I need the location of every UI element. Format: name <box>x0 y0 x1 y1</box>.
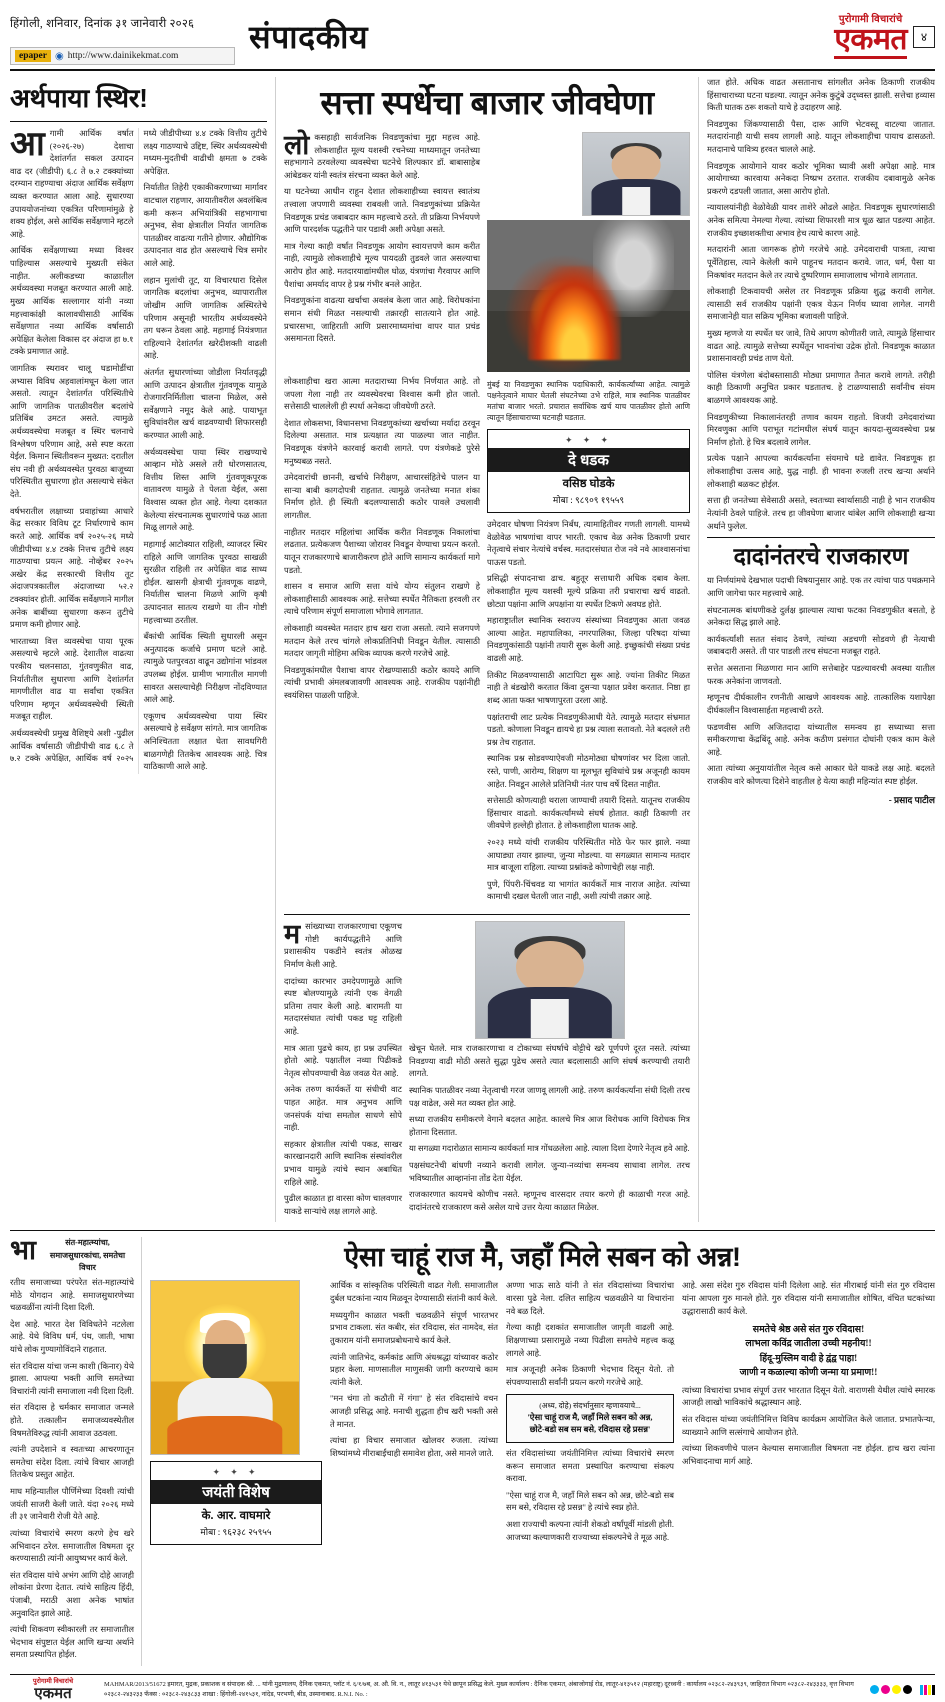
lead-editorial <box>10 77 276 1222</box>
main-article-left <box>284 77 699 1222</box>
main-col1-body-cont <box>284 376 480 703</box>
paragraph: कसहाही सार्वजनिक निवडणुकांचा मुद्दा महत्त्व आहे. लोकशाहीत मूल्य यशस्वी रचनेच्या माध्यमातून जनतेच्या सहभागाने ठरवलेल्या व्यवस्थेचा घटनेचे शिल्पकार डॉ. बाबासाहेब आंबेडकर यांनी स्वतंत्र संरचना व्यक्त केले आहे. <box>284 133 480 180</box>
paragraph: गेल्या काही दशकांत समाजातील जागृती वाढली आहे. शिक्षणाच्या प्रसारामुळे नव्या पिढीला समतेचे महत्त्व कळू लागले आहे. <box>506 1323 674 1358</box>
registration-bars <box>920 1685 935 1695</box>
paragraph: त्यांच्या विचारांचे स्मरण करणे हेच खरे अभिवादन ठरेल. समाजातील विषमता दूर करण्यासाठी त्यांनी आयुष्यभर कार्य केले. <box>10 1528 134 1564</box>
fire-scene-photo <box>487 220 690 372</box>
main-headline: सत्ता स्पर्धेचा बाजार जीवघेणा <box>320 84 654 121</box>
bottom-columns <box>150 1280 935 1551</box>
paragraph: या घटनेच्या आधीन राहून देशात लोकशाहीच्या स्वायत्त स्वातंत्र्य तत्त्वाला जपणारी व्यवस्था राबवली जाते. निवडणुकांच्या प्रक्रियेत निवडणूक प्रचंड जबाबदार काम महत्त्वाचे ठरते. ती प्रक्रिया निर्भयपणे आणि पारदर्शक पद्धतीने पार पडावी अशी अपेक्षा असते. <box>284 187 480 235</box>
bottom-col2 <box>150 1280 322 1551</box>
paragraph: फडणवीस आणि अजितदादा यांच्यातील समन्वय हा सध्याच्या सत्ता समीकरणाचा केंद्रबिंदू आहे. अनेक कठीण प्रसंगात दोघांनी एकत्र काम केले आहे. <box>707 722 935 757</box>
bottom-dropcap: भा <box>10 1235 36 1266</box>
portrait-shirt <box>530 999 568 1038</box>
main-col1-cont <box>284 376 480 908</box>
main-col1 <box>284 132 480 350</box>
main-col2 <box>487 376 690 908</box>
main-mid-row <box>284 376 690 908</box>
paragraph: अण्णा भाऊ साठे यांनी ते संत रविदासांच्या विचारांचा वारसा पुढे नेला. दलित साहित्य चळवळीने या विचारांना नवे बळ दिले. <box>506 1281 674 1316</box>
paragraph: वर्षभरातील लक्षाच्या प्रवाहांच्या आधारे केंद्र सरकार विविध टूट निर्धारणाचे काम करते आहे. आर्थिक वर्ष २०२५-२६ मध्ये जीडीपीच्या ४.४ टक्के नित्तच तुटीचे लक्ष्य गाठण्याचा प्रयत्न आहे. नोव्हेंबर २०२५ अखेर केंद्र सरकारची वित्तीय तूट अंदाजपत्रकातील अंदाजाच्या ५२.२ टक्क्यांवर होती. आर्थिक सर्वेक्षणाने मागील अनेक बाबींच्या सुधारणा करून तुटीचे प्रमाण कमी होणार आहे. <box>10 506 134 630</box>
paragraph: लोकशाही टिकवायची असेल तर निवडणूक प्रक्रिया शुद्ध करावी लागेल. त्यासाठी सर्व राजकीय पक्षांनी एकत्र येऊन निर्णय घ्यावा लागेल. नागरी समाजानेही यात सक्रिय भूमिका बजावली पाहिजे. <box>707 287 935 322</box>
bottom-col3-body <box>506 1280 674 1389</box>
masthead <box>10 8 935 71</box>
second-col2 <box>409 921 690 1222</box>
verse-line-3: हिंदू-मुस्लिम वादी हे द्वंद्व पाहा! <box>759 1353 858 1364</box>
author-mobile: मोबा : ९८९०९ १९५५९ <box>552 495 625 505</box>
paragraph: सत्ता ही जनतेच्या सेवेसाठी असते, स्वतःच्या स्वार्थासाठी नाही हे भान राजकीय नेत्यांनी ठेवले पाहिजे. तरच हा जीवघेणा बाजार थांबेल आणि लोकशाही खऱ्या अर्थाने फुलेल. <box>707 496 935 531</box>
paragraph: "मन चंगा तो कठौती में गंगा" हे संत रविदासांचे वचन आजही प्रसिद्ध आहे. मनाची शुद्धता हीच खरी भक्ती असे ते मानत. <box>330 1394 498 1429</box>
paragraph: संघटनात्मक बांधणीकडे दुर्लक्ष झाल्यास त्याचा फटका निवडणुकीत बसतो, हे अनेकदा सिद्ध झाले आहे. <box>707 605 935 628</box>
paragraph: त्यांनी उपदेशाने व स्वतःच्या आचरणातून समतेचा संदेश दिला. त्यांचे विचार आजही तितकेच प्रस्तुत आहेत. <box>10 1445 134 1480</box>
paragraph: अंतर्गत सुधारणांच्या जोडीला निर्यातवृद्धी आणि उत्पादन क्षेत्रातील गुंतवणूक यामुळे रोजगारनिर्मितीला चालना मिळेल, असे सर्वेक्षणाने नमूद केले आहे. पायाभूत सुविधांवरील खर्च वाढवण्याची शिफारसही करण्यात आली आहे. <box>143 367 267 441</box>
author-name: के. आर. वाघमारे <box>201 1510 271 1523</box>
quote-intro: (अध्य, दोहे) संदर्भानुसार म्हणावयाचे... <box>539 1401 641 1411</box>
bottom-headline: ऐसा चाहूं राज मै, जहाँ मिले सबन को अन्न! <box>344 1242 741 1273</box>
paragraph: लोकशाही व्यवस्थेत मतदार हाच खरा राजा असतो. त्याने सजगपणे मतदान केले तरच चांगले लोकप्रतिनिधी निवडून येतील. त्यासाठी मतदार जागृती मोहिमा अधिक व्यापक करणे गरजेचे आहे. <box>284 623 480 659</box>
paragraph: त्यांच्या शिकवणीचे पालन केल्यास समाजातील विषमता नष्ट होईल. हाच खरा त्यांना अभिवादनाचा मार्ग आहे. <box>682 1444 935 1466</box>
paragraph: आता त्यांच्या अनुयायांतील नेतृत्व कसे आकार घेते याकडे लक्ष आहे. बदलते राजकीय वारे कोणत्या दिशेने वाहतील हे येत्या काही महिन्यांत स्पष्ट होईल. <box>707 764 935 786</box>
bottom-col2-body <box>330 1280 498 1460</box>
top-zone <box>10 77 935 1222</box>
bottom-col1 <box>10 1237 142 1666</box>
photo-caption: मुंबई या निवडणुका स्थानिक पदाधिकारी, कार्यकर्त्यांच्या आहेत. त्यामुळे पक्षनेतृत्वाने माघार घेतली संघटनेच्या उभे राहिले, मात्र स्थानिक पातळीवर मतांचा बाजार भरतो. प्रचारात सर्वाधिक खर्च याच पातळीवर होतो आणि त्यातून हिंसाचाराच्या घटनाही घडतात. <box>487 380 690 422</box>
paragraph: निवडणुका जिंकण्यासाठी पैसा, दारू आणि भेटवस्तू वाटल्या जातात. मतदारांनाही याची सवय लागली आहे. यातून लोकशाहीचा पायाच ढासळतो. मतदानाचे पावित्र्य हरवत चालले आहे. <box>707 119 935 155</box>
bottom-main <box>150 1237 935 1666</box>
paragraph: राजकारणात कायमचे कोणीच नसते. म्हणूनच वारसदार तयार करणे ही काळाची गरज आहे. दादांनंतरचे राजकारण कसे असेल याचे उत्तर येत्या काळात मिळेल. <box>409 1190 690 1212</box>
paragraph: संत रविदासांच्या जयंतीनिमित्त त्यांच्या विचारांचे स्मरण करून समाजात समता प्रस्थापित करण्याचा संकल्प करावा. <box>506 1448 674 1484</box>
paragraph: नाहीतर मतदार महिलांचा आर्थिक करीत निवडणूक निकालांचा लढतात. प्रत्येकजण पैशाच्या जोरावर निवडून येण्याचा प्रयत्न करतो. यातून राजकारणाचे बाजारीकरण होते आणि सामान्य कार्यकर्ता मागे पडतो. <box>284 527 480 575</box>
article-signature: - प्रसाद पाटील <box>888 794 935 805</box>
main-article-right <box>707 77 935 1222</box>
paragraph: एकूणच अर्थव्यवस्थेचा पाया स्थिर असल्याचे हे सर्वेक्षण सांगते. मात्र जागतिक अनिश्चितता लक्षात घेता सावधगिरी बाळगणेही तितकेच आवश्यक आहे. चित्र याठिकाणी आले आहे. <box>143 711 267 772</box>
paragraph: देशात लोकसभा, विधानसभा निवडणुकांच्या खर्चाच्या मर्यादा ठरवून दिलेल्या असतात. मात्र प्रत्यक्षात त्या पाळल्या जात नाहीत. निवडणूक यंत्रणेने कारवाई करावी लागते. पण यंत्रणेकडे पुरेसे मनुष्यबळ नसते. <box>284 418 480 466</box>
bottom-col5 <box>682 1280 935 1551</box>
lead-body <box>10 125 267 774</box>
verse-line-4: जाणी न कळाल्या कोणी जन्मा या प्रमाण!! <box>739 1367 878 1378</box>
quote-line-1: 'ऐसा चाहूं राज मै, जहाँ मिले सबन को अन्न, <box>527 1412 653 1422</box>
paragraph: भारताच्या वित्त व्यवस्थेचा पाया पूरक असल्याचे म्हटले आहे. देशातील वाढत्या परकीय चलनसाठा, गुंतवणुकीत वाढ, निर्यातीतील सुधारणा आणि देशांतर्गत मागणीतील वाढ या सर्वांचा एकत्रित परिणाम म्हणून अर्थव्यवस्थेची स्थिती मजबूत राहील. <box>10 636 134 722</box>
lead-dropcap: आ <box>10 125 45 163</box>
paragraph: त्यांचा हा विचार समाजात खोलवर रुजला. त्यांच्या शिष्यांमध्ये मीराबाईंचाही समावेश होता, असे मानले जाते. <box>330 1436 498 1458</box>
column-title: दे धडक <box>488 448 689 472</box>
paragraph: खेचून घेतले. मात्र राजकारणाचा व टोकाच्या संघर्षाचे वोट्टीचे खरे पूर्णपणे दूरत नसते. त्यांच्या निवडण्या वाढी मोठी असते सुद्धा पुढेच असते त्यात बदलासाठी आणि संघर्ष करण्याची तयारी लागते. <box>409 1044 690 1079</box>
paragraph: शासन व समाज आणि सत्ता यांचे योग्य संतुलन राखणे हे लोकशाहीसाठी आवश्यक आहे. सत्तेच्या स्पर्धेत नैतिकता हरवली तर त्याचे परिणाम संपूर्ण समाजाला भोगावे लागतात. <box>284 582 480 617</box>
paragraph: सहकार क्षेत्रातील त्यांची पकड, साखर कारखानदारी आणि स्थानिक संस्थांवरील प्रभाव यामुळे त्यांचे स्थान अबाधित राहिले आहे. <box>284 1139 402 1187</box>
divider <box>707 537 935 538</box>
paragraph: निवडणुकांना वाढत्या खर्चाचा अवलंब केला जात आहे. विरोधकांना समान संधी मिळत नसल्याची तक्रारही सातत्याने होत आहे. प्रचारसभा, जाहिराती आणि प्रसारमाध्यमांचा वापर यात प्रचंड असमानता दिसते. <box>284 296 480 344</box>
color-registration-marks <box>870 1685 935 1695</box>
paragraph: सांख्याच्या राजकारणाचा एकूणच गोष्टी कार्यपद्धतीने आणि प्रशासकीय पकडीने स्वतंत्र ओळख निर्माण केली आहे. <box>284 922 402 969</box>
footer-logo <box>10 1679 96 1701</box>
paragraph: महागाई आटोक्यात राहिली, व्याजदर स्थिर राहिले आणि जागतिक पुरवठा साखळी सुरळीत राहिली तर अपेक्षित वाढ साध्य होईल. खासगी क्षेत्राची गुंतवणूक वाढणे, निर्यातीस चालना मिळणे आणि कृषी उत्पादनात सातत्य राखणे या तीन गोष्टी महत्त्वाच्या ठरतील. <box>143 539 267 625</box>
second-article-left <box>284 921 690 1222</box>
paragraph: लहान मुलांची तूट, या विचारधारा दिसेल जागतिक बदलांचा अनुभव, व्यापारातील जोखीम आणि जागतिक अस्थिरतेचे परिणाम असूनही भारतीय अर्थव्यवस्थेने तग धरून ठेवला आहे. महागाई नियंत्रणात राहिल्याने देशांतर्गत खरेदीशक्ती वाढली आहे. <box>143 275 267 361</box>
paragraph: लोकशाहीचा खरा आत्मा मतदाराच्या निर्भय निर्णयात आहे. तो जपला गेला नाही तर व्यवस्थेवरचा विश्वास कमी होत जातो. सत्तेसाठी चाललेली ही स्पर्धा अनेकदा जीवघेणी ठरते. <box>284 377 480 412</box>
second-col2-body <box>409 1043 690 1214</box>
epaper-label: epaper <box>15 50 51 62</box>
paragraph: त्यांच्या विचारांचा प्रभाव संपूर्ण उत्तर भारतात दिसून येतो. वाराणसी येथील त्यांचे स्मारक आजही लाखो भाविकांचे श्रद्धास्थान आहे. <box>682 1385 935 1408</box>
bottom-col3-body-cont <box>506 1448 674 1544</box>
paragraph: म्हणूनच दीर्घकालीन रणनीती आखणे आवश्यक आहे. तात्कालिक यशापेक्षा दीर्घकालीन विश्वासार्हता महत्त्वाची ठरते. <box>707 693 935 715</box>
main-top-row <box>284 132 690 372</box>
magenta-swatch <box>881 1685 890 1694</box>
paragraph: अर्थव्यवस्थेची प्रमुख वैशिष्ट्ये अशी -पुढील आर्थिक वर्षासाठी जीडीपीची वाढ ६.८ ते ७.२ टक्के अपेक्षित, आर्थिक वर्ष २०२५ मध्ये जीडीपीच्या ४.४ टक्के वित्तीय तुटीचे लक्ष्य गाठण्याचे उद्दिष्ट, स्थिर अर्थव्यवस्थेची मध्यम-मुदतीची वाढीची क्षमता ७ टक्के अपेक्षित. <box>10 129 267 764</box>
paragraph: गामी आर्थिक वर्षात (२०२६-२७) देशाचा देशांतर्गत सकल उत्पादन वाढ दर (जीडीपी) ६.८ ते ७.२ टक्क्यांच्या दरम्यान राहण्याचा अंदाज आर्थिक सर्वेक्षण व्यक्त करण्यात आला आहे. सुधारण्या उपाययोजनांच्या एकत्रित परिणामांमुळे हे शक्य होईल, असे आर्थिक सर्वेक्षणाने म्हटले आहे. <box>10 129 134 239</box>
bottom-zone <box>10 1237 935 1666</box>
author-name: वसिष्ठ घोडके <box>562 478 615 490</box>
verse-line-1: समतेचे श्रेष्ठ असे संत गुरु रविदास! <box>752 1325 865 1336</box>
column-title: जयंती विशेष <box>151 1480 321 1504</box>
verse-line-2: लाभला कविंद्र जातीला उच्ची महनीय!! <box>745 1339 872 1350</box>
black-swatch <box>903 1685 912 1694</box>
paragraph: स्थानिक पातळीवर नव्या नेतृत्वाची गरज जाणवू लागली आहे. तरुण कार्यकर्त्यांना संधी दिली तरच पक्ष वाढेल, असे मत व्यक्त होत आहे. <box>409 1085 690 1108</box>
portrait-beard <box>203 1344 247 1382</box>
author-box-dhadak <box>487 429 690 513</box>
paragraph: आर्थिक व सांस्कृतिक परिस्थिती वाढत गेली. समाजातील दुर्बल घटकांना न्याय मिळवून देण्यासाठी संतांनी कार्य केले. <box>330 1281 498 1304</box>
divider <box>10 1230 935 1231</box>
paragraph: मुख्य म्हणजे या स्पर्धेत घर जावे, तिथे आपण कोणीतरी जाते, त्यामुळे हिंसाचार वाढत आहे. त्यामुळे सत्तेच्या स्पर्धेतून भावनांचा उद्रेक होतो. निवडणूक काळात प्रशासनावरही प्रचंड ताण येतो. <box>707 328 935 364</box>
cyan-swatch <box>870 1685 879 1694</box>
quote-line-2: छोटे-बडो सब सम बसे, रविदास रहे प्रसन्न' <box>529 1425 651 1435</box>
paragraph: उमेदवारांची छाननी, खर्चाचे निरीक्षण, आचारसंहितेचे पालन या साऱ्या बाबी कागदोपत्री राहतात. त्यामुळे जनतेच्या मनात शंका निर्माण होते. ही स्थिती बदलण्यासाठी कठोर पावले उचलावी लागतील. <box>284 473 480 521</box>
paragraph: बँकांची आर्थिक स्थिती सुधारली असून अनुत्पादक कर्जाचे प्रमाण घटले आहे. त्यामुळे पतपुरवठा वाढून उद्योगांना भांडवल उपलब्ध होईल. ग्रामीण भागातील मागणी सावरत असल्याचेही निरीक्षण नोंदविण्यात आले आहे. <box>143 632 267 705</box>
paragraph: या सगळ्या गदारोळात सामान्य कार्यकर्ता मात्र गोंधळलेला आहे. त्याला दिशा देणारे नेतृत्व हवे आहे. <box>409 1144 690 1154</box>
paragraph: जात होते. अधिक वाढत असतानाच सांगलीत अनेक ठिकाणी राजकीय हिंसाचाराच्या घटना घडल्या. त्यातून अनेक कुटुंबे उद्ध्वस्त झाली. सत्तेचा हव्यास किती घातक ठरू शकतो याचे हे उदाहरण आहे. <box>707 78 935 113</box>
paragraph: मात्र गेल्या काही वर्षांत निवडणूक आयोग स्वायत्तपणे काम करीत नाही, त्यामुळे लोकशाहीचे मूल्य पायदळी तुडवले जात असल्याचा आरोप होत आहे. मतदारयाद्यांमधील घोळ, यंत्रणांचा गैरवापर आणि पैशांचा अमर्याद वापर हे प्रश्न गंभीर बनले आहेत. <box>284 241 480 289</box>
paragraph: न्यायालयांनीही वेळोवेळी यावर ताशेरे ओढले आहेत. निवडणूक सुधारणांसाठी अनेक समित्या नेमल्या गेल्या. त्यांच्या शिफारशी मात्र धूळ खात पडल्या आहेत. राजकीय इच्छाशक्तीचा अभाव हेच त्याचे कारण आहे. <box>707 203 935 238</box>
main-col3-body <box>707 77 935 533</box>
paragraph: पोलिस यंत्रणेला बंदोबस्तासाठी मोठ्या प्रमाणात तैनात करावे लागते. तरीही काही ठिकाणी अनुचित प्रकार घडतातच. हे टाळण्यासाठी सर्वांनीच संयम बाळगणे आवश्यक आहे. <box>707 370 935 406</box>
paragraph: उमेदवार घोषणा नियंत्रण निर्बंध, त्यामाहितीवर गणती लागली. यामध्ये वेळोवेळ भाषणांचा वापर भारती. एकाच वेळ अनेक ठिकाणी प्रचार नेतृत्वाचे संचार नेत्यांचे वर्चस्व. मतदारसंघात रोज नवे नवे आश्वासनांचा पाऊस पडतो. <box>487 520 690 567</box>
paragraph: कार्यकर्त्यांशी सतत संवाद ठेवणे, त्यांच्या अडचणी सोडवणे ही नेत्याची जबाबदारी असते. ती पार पाडली तरच संघटना मजबूत राहते. <box>707 634 935 657</box>
epaper-url: http://www.dainikekmat.com <box>67 51 179 61</box>
lead-headline: अर्थपाया स्थिर! <box>10 83 148 113</box>
paragraph: आर्थिक सर्वेक्षणाच्या मध्या विश्वर पाहिल्यास असल्याचे मुख्यती संकेत नाहीत. अलीकडच्या काळातील अर्थव्यवस्था मजबूत करण्यात आली आहे. मुख्य आर्थिक सल्लागार यांनी नव्या महत्त्वाकांक्षी कालावधीसाठी आर्थिक सर्वेक्षणात नव्या आर्थिक वर्षासाठी अपेक्षित केलेला विकास दर अंदाज हा ७.१ टक्के प्रमाणात आहे. <box>10 246 134 357</box>
paragraph: निवडणूक आयोगाने यावर कठोर भूमिका घ्यावी अशी अपेक्षा आहे. मात्र आयोगाच्या कारवाया अनेकदा निष्प्रभ ठरतात. राजकीय दबावामुळे अनेक प्रकरणे दडपली जातात, असा आरोप होतो. <box>707 161 935 196</box>
paragraph: पुणे, पिंपरी-चिंचवड या भागांत कार्यकर्ते मात्र नाराज आहेत. त्यांच्या कामाची दखल घेतली जात नाही, अशी त्यांची तक्रार आहे. <box>487 879 690 902</box>
main-photo-block <box>487 132 690 372</box>
paragraph: २०२३ मध्ये यांची राजकीय परिस्थितीत मोठे फेर फार झाले. नव्या आघाड्या तयार झाल्या, जुन्या मोडल्या. या सगळ्यात सामान्य मतदार मात्र बाजूला राहिला. त्याच्या प्रश्नांकडे कोणाचेही लक्ष नाही. <box>487 838 690 873</box>
main-dropcap: लो <box>284 130 310 160</box>
paragraph: संत रविदास यांचे अभंग आणि दोहे आजही लोकांना प्रेरणा देतात. त्यांचे साहित्य हिंदी, पंजाबी, मराठी अशा अनेक भाषांत अनुवादित झाले आहे. <box>10 1570 134 1618</box>
paragraph: स्थानिक प्रश्न सोडवण्याऐवजी मोठमोठ्या घोषणांवर भर दिला जातो. रस्ते, पाणी, आरोग्य, शिक्षण या मूलभूत सुविधांचे प्रश्न अजूनही कायम आहेत. निवडून आलेले प्रतिनिधी नंतर पाच वर्षे दिसत नाहीत. <box>487 754 690 789</box>
bottom-col1-body <box>10 1237 134 1662</box>
second-headline: दादांनंतरचे राजकारण <box>733 543 909 570</box>
leader-portrait-photo <box>582 132 690 216</box>
closing-verse <box>682 1323 935 1379</box>
pull-quote-box <box>506 1394 674 1443</box>
portrait-shawl <box>167 1416 282 1454</box>
bottom-subject-line: संत-महात्म्यांचा, समाजसुधारकांचा, समतेचा विचार <box>49 1238 126 1272</box>
portrait-shirt <box>622 187 650 215</box>
second-dropcap: म <box>284 919 301 950</box>
bottom-col4-body-cont <box>682 1385 935 1469</box>
paragraph: त्यांची शिकवण स्वीकारली तर समाजातील भेदभाव संपुष्टात येईल आणि खऱ्या अर्थाने समता प्रस्थापित होईल. <box>10 1625 134 1660</box>
paragraph: निवडणुकांमधील पैशाचा वापर रोखण्यासाठी कठोर कायदे आणि त्यांची प्रभावी अंमलबजावणी आवश्यक आहे. राजकीय पक्षांनीही स्वयंशिस्त पाळली पाहिजे. <box>284 665 480 701</box>
yellow-swatch <box>892 1685 901 1694</box>
saint-portrait-photo <box>150 1280 300 1455</box>
second-col1-body <box>284 921 402 1218</box>
paragraph: अनेक तरुण कार्यकर्ते या संधीची वाट पाहत आहेत. मात्र अनुभव आणि जनसंपर्क यांचा समतोल साधणे सोपे नाही. <box>284 1085 402 1133</box>
paragraph: महाराष्ट्रातील स्थानिक स्वराज्य संस्थांच्या निवडणुका आता जवळ आल्या आहेत. महापालिका, नगरपालिका, जिल्हा परिषदा यांच्या निवडणुकांसाठी पक्षांनी तयारी सुरू केली आहे. इच्छुकांची संख्या प्रचंड वाढली आहे. <box>487 616 690 664</box>
paragraph: मात्र अजूनही अनेक ठिकाणी भेदभाव दिसून येतो. तो संपवण्यासाठी सर्वांनी प्रयत्न करणे गरजेचे आहे. <box>506 1365 674 1387</box>
paragraph: सध्या राजकीय समीकरणे वेगाने बदलत आहेत. कालचे मित्र आज विरोधक आणि विरोधक मित्र होताना दिसतात. <box>409 1115 690 1137</box>
footer-logo-tagline: पुरोगामी विचारांचे <box>32 1678 74 1685</box>
paragraph: "ऐसा चाहूं राज मै, जहाँ मिले सबन को अन्न, छोटे-बडो सब सम बसे, रविदास रहे प्रसन्न" हे त्यांचे स्वप्न होते. <box>506 1490 674 1513</box>
paragraph: मतदारांनी आता जागरूक होणे गरजेचे आहे. उमेदवाराची पात्रता, त्याचा पूर्वेतिहास, त्याने केलेली कामे पाहूनच मतदान करावे. जात, धर्म, पैसा या निकषांवर मतदान केले तर त्याचे दुष्परिणाम समाजालाच भोगावे लागतात. <box>707 245 935 280</box>
paragraph: आहे. असा संदेश गुरु रविदास यांनी दिलेला आहे. संत मीराबाई यांनी संत गुरु रविदास यांना आपला गुरु मानले होते. गुरु रविदास यांनी समाजातील शोषित, वंचित घटकांच्या उद्धारासाठी कार्य केले. <box>682 1281 935 1316</box>
paragraph: प्रसिद्धी संपादनाचा ढाच. बहुतूर सत्ताधारी अधिक दबाव केला. लोकशाहीत मूल्य यशस्वी मूल्ये प्रक्रिया तरी प्रचाराचा खर्च वाढतो. छोट्या पक्षांना आणि अपक्षांना या स्पर्धेत टिकणे अवघड होते. <box>487 574 690 609</box>
deputy-cm-photo <box>475 921 625 1039</box>
logo-name: एकमत <box>834 22 907 56</box>
paragraph: निवडणुकीच्या निकालानंतरही तणाव कायम राहतो. विजयी उमेदवारांच्या मिरवणुका आणि पराभूत गटांमधील संघर्ष यातून कायदा-सुव्यवस्थेचा प्रश्न निर्माण होतो. हे चित्र बदलावे लागेल. <box>707 412 935 447</box>
paragraph: या निर्णयांमधे देखभाल पदाची विषयानुसार आहे. एक तर त्यांचा पाठ पथक्रमाने आणि जागेचा फार महत्त्वाचे आहे. <box>707 576 935 599</box>
paragraph: संत रविदास हे चर्मकार समाजात जन्मले होते. तत्कालीन समाजव्यवस्थेतील विषमतेविरुद्ध त्यांनी आवाज उठवला. <box>10 1403 134 1438</box>
paragraph: सत्तेसाठी कोणत्याही थराला जाण्याची तयारी दिसते. यातूनच राजकीय हिंसाचार वाढतो. कार्यकर्त्यांमध्ये संघर्ष होतात. काही ठिकाणी तर जीवघेणे हल्लेही होतात. हे लोकशाहीला घातक आहे. <box>487 796 690 831</box>
paragraph: मात्र आता पुढचे काय, हा प्रश्न उपस्थित होतो आहे. पक्षातील नव्या पिढीकडे नेतृत्व सोपवण्याची वेळ जवळ येत आहे. <box>284 1043 402 1078</box>
publication-logo <box>834 15 907 59</box>
decor-rule: ✦ ✦ ✦ <box>564 435 613 445</box>
paragraph: संत रविदास यांचा जन्म काशी (किनार) येथे झाला. आपल्या भक्ती आणि समतेच्या विचारांनी त्यांनी समाजाला नवी दिशा दिली. <box>10 1361 134 1396</box>
divider <box>284 914 690 915</box>
author-box-jayanti <box>150 1461 322 1545</box>
second-col3-body <box>707 575 935 788</box>
second-col1 <box>284 921 402 1222</box>
footer-logo-name: एकमत <box>34 1684 72 1702</box>
epaper-link[interactable] <box>10 47 235 65</box>
paragraph: सत्तेत असताना मिळणारा मान आणि सत्तेबाहेर पडल्यावरची अवस्था यातील फरक अनेकांना जाणवतो. <box>707 664 935 686</box>
paragraph: दादांच्या कारभार उमदेपणामुळे आणि स्पष्ट बोलण्यामुळे त्यांनी एक वेगळी प्रतिमा तयार केली आहे. बारामती या मतदारसंघात त्यांची पकड घट्ट राहिली आहे. <box>284 976 402 1036</box>
paragraph: तिकीट मिळवण्यासाठी आटापिटा सुरू आहे. ज्यांना तिकीट मिळत नाही ते बंडखोरी करतात किंवा दुसऱ्या पक्षात प्रवेश करतात. निष्ठा हा शब्द आता फक्त भाषणापुरता उरला आहे. <box>487 670 690 705</box>
paragraph: प्रत्येक पक्षाने आपल्या कार्यकर्त्यांना संयमाचे धडे द्यावेत. निवडणूक हा लोकशाहीचा उत्सव आहे, युद्ध नाही. ही भावना रुजली तरच खऱ्या अर्थाने लोकशाही बळकट होईल. <box>707 454 935 489</box>
masthead-left <box>10 8 235 65</box>
paragraph: त्यांनी जातिभेद, कर्मकांड आणि अंधश्रद्धा यांच्यावर कठोर प्रहार केला. माणसातील माणुसकी जागी करण्याचे काम त्यांनी केले. <box>330 1352 498 1387</box>
main-col2-body <box>487 519 690 904</box>
logo-tagline: पुरोगामी विचारांचे <box>838 13 903 25</box>
paragraph: देश आहे. भारत देश विविधतेने नटलेला आहे. येथे विविध धर्म, पंथ, जाती, भाषा यांचे लोक गुण्यागोविंदाने राहतात. <box>10 1319 134 1354</box>
main-col1-body <box>284 132 480 346</box>
masthead-right <box>700 8 935 65</box>
bottom-col4-body <box>682 1280 935 1318</box>
paragraph: माघ महिन्यातील पौर्णिमेच्या दिवशी त्यांची जयंती साजरी केली जाते. यंदा २०२६ मध्ये ती ३१ जानेवारी रोजी येते आहे. <box>10 1487 134 1522</box>
section-title: संपादकीय <box>249 19 369 55</box>
logo-underline <box>834 56 907 59</box>
decor-rule: ✦ ✦ ✦ <box>212 1467 260 1478</box>
page-number: ४ <box>913 26 935 48</box>
globe-icon: ◉ <box>54 50 64 62</box>
paragraph: अशा राज्याची कल्पना त्यांनी शेकडो वर्षांपूर्वी मांडली होती. आजच्या कल्याणकारी राज्याच्या संकल्पनेचे ते मूळ आहे. <box>506 1520 674 1542</box>
paragraph: अर्थव्यवस्थेचा पाया स्थिर राखण्याचे आव्हान मोठे असले तरी धोरणसातत्य, वित्तीय शिस्त आणि गुंतवणूकपूरक वातावरण यामुळे ते पेलता येईल, असा विश्वास व्यक्त होत आहे. गेल्या दशकात केलेल्या संरचनात्मक सुधारणांचे फळ आता मिळू लागले आहे. <box>143 447 267 533</box>
bottom-col4 <box>506 1280 674 1551</box>
divider <box>10 121 267 122</box>
portrait-head <box>515 941 583 994</box>
imprint-text: MAHMAR/2013/51672 इमारत, मुद्रक, प्रकाशक व संपादक श्री. ... यांनी मुद्रणालय, दैनिक एकमत, प्लॉट नं. ६/१/७ब, अ. औ. वि. न., लातूर ४१३५३१ येथे छापून प्रसिद्ध केले. मुख्य कार्यालय : दैनिक एकमत, अंबाजोगाई रोड, लातूर-४१३५१२ (महाराष्ट्र) दूरध्वनी : कार्यालय ०२३८२-२४३९३९, जाहिरात विभाग ०२३८२-२४३३३३, वृत्त विभाग ०२३८२-२४३२३३ फॅक्स : ०२३८२-२४३८३३ शाखा : हिंगोली-२४१५३१, नांदेड, परभणी, बीड, उस्मानाबाद. R.N.I. No. : <box>104 1681 854 1698</box>
paragraph: पुढील काळात हा वारसा कोण चालवणार याकडे साऱ्यांचे लक्ष लागले आहे. <box>284 1194 402 1216</box>
paragraph: निर्यातीत तिहेरी एकाकीकरणाच्या मार्गावर वाटचाल राहणार, आयातीवरील अवलंबित्व कमी करून अभियांत्रिकी सहभागाचा अनुभव, सेवा क्षेत्रातील निर्यात जागतिक पातळीवर वाढत्या गतीने होणार. औद्योगिक उत्पादनात वाढ होत असल्याचे चित्र समोर आले आहे. <box>143 183 267 269</box>
paragraph: मध्ययुगीन काळात भक्ती चळवळीने संपूर्ण भारतभर प्रभाव टाकला. संत कबीर, संत रविदास, संत नामदेव, संत तुकाराम यांनी समाजप्रबोधनाचे कार्य केले. <box>330 1310 498 1345</box>
paragraph: पक्षांतराची लाट प्रत्येक निवडणुकीआधी येते. त्यामुळे मतदार संभ्रमात पडतो. कोणाला निवडून द्यायचे हा प्रश्न त्याला सतावतो. नेते बदलले तरी प्रश्न तेच राहतात. <box>487 712 690 747</box>
author-mobile: मोबा : ९६२३८ २५९५५ <box>200 1527 272 1538</box>
masthead-center <box>235 8 700 65</box>
bottom-col3 <box>330 1280 498 1551</box>
paragraph: रतीय समाजाच्या परंपरेत संत-महात्म्यांचे मोठे योगदान आहे. समाजसुधारणेच्या चळवळींना त्यांनी दिशा दिली. <box>10 1277 134 1313</box>
paragraph: जागतिक स्थरावर चालू घडामोडींचा अभ्यास विविध अहवालांमधून केला जात असतो. त्यातून देशांतर्गत परिस्थितीचे आणि जागतिक पातळीवरील बदलांचे प्रतिबिंब उमटत असते. त्यामुळे अर्थव्यवस्थेचा मजबूत व स्थिर चलनाचे विश्लेषण परिणाम आहे, असे स्पष्ट करता येईल. किमान स्थितीवरून मुख्यत: दरातील संघ नवी ही अर्थव्यवस्थेत पुरवठा बाजूच्या परिस्थितीत सुधारणा होत असल्याचे संकेत देते. <box>10 363 134 500</box>
paragraph: संत रविदास यांच्या जयंतीनिमित्त विविध कार्यक्रम आयोजित केले जातात. प्रभातफेऱ्या, व्याख्याने आणि सत्संगाचे आयोजन होते. <box>682 1414 935 1437</box>
paragraph: पक्षसंघटनेची बांधणी नव्याने करावी लागेल. जुन्या-नव्यांचा समन्वय साधावा लागेल. तरच भविष्यातील आव्हानांना तोंड देता येईल. <box>409 1160 690 1183</box>
dateline: हिंगोली, शनिवार, दिनांक ३१ जानेवारी २०२६ <box>10 18 195 30</box>
page-footer <box>10 1674 935 1701</box>
